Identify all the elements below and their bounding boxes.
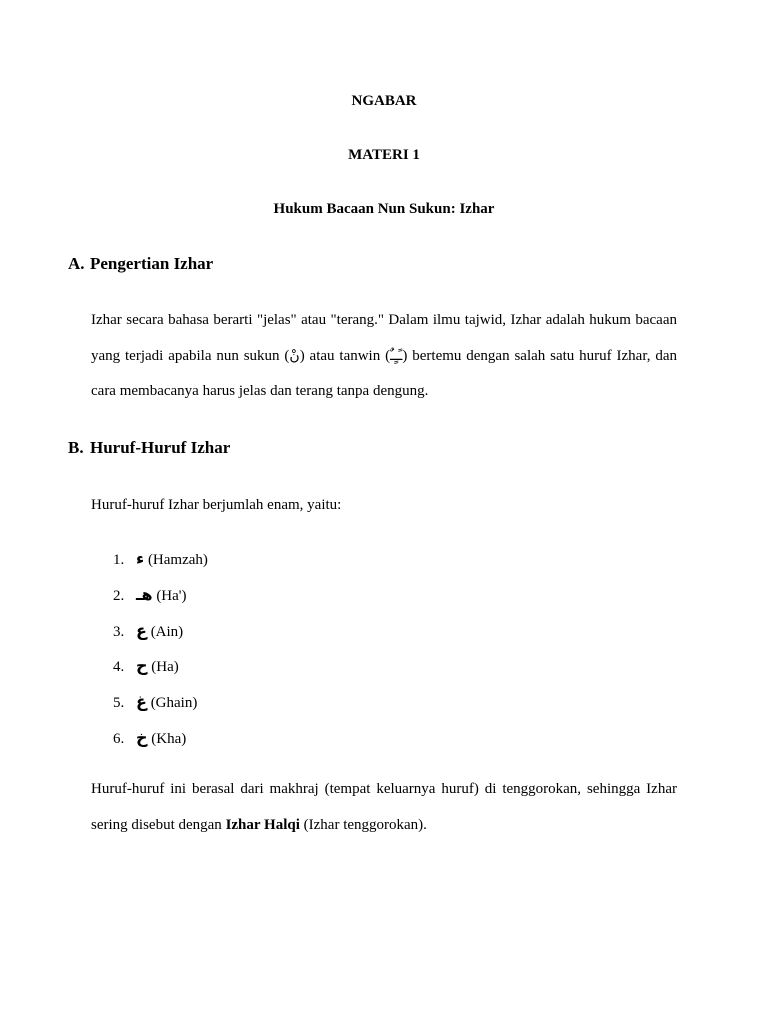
arabic-letter: غ [136, 692, 147, 712]
letter-name: (Ha) [151, 659, 179, 676]
letters-intro: Huruf-huruf Izhar berjumlah enam, yaitu: [91, 497, 342, 513]
definition-text-2: ) atau tanwin ( [299, 347, 391, 364]
section-b-title: Huruf-Huruf Izhar [90, 438, 231, 457]
section-a-title: Pengertian Izhar [90, 254, 214, 273]
list-item [113, 549, 208, 585]
closing-text-2: (Izhar tenggorokan). [299, 816, 427, 833]
material-number: MATERI 1 [348, 147, 420, 163]
letter-name: (Ha') [156, 587, 187, 604]
tanwin-glyph: ـًـٍـٌ [390, 347, 403, 364]
closing-paragraph [91, 772, 677, 843]
list-item [113, 621, 208, 657]
list-number: 5. [113, 695, 125, 712]
letter-name: (Kha) [151, 730, 187, 747]
section-a-number: A. [68, 254, 85, 273]
arabic-letter: خ [136, 727, 148, 747]
arabic-letter: ح [136, 656, 148, 676]
nun-sukun-glyph: نْ [289, 347, 300, 364]
list-number: 1. [113, 552, 125, 568]
list-number: 6. [113, 730, 125, 747]
document-title: NGABAR [351, 93, 417, 109]
list-number: 2. [113, 587, 125, 604]
list-item [113, 585, 208, 621]
section-b-heading [68, 438, 230, 458]
izhar-letters-list [113, 549, 208, 764]
definition-text-1: Izhar secara bahasa berarti "jelas" atau "terang." Dalam ilmu tajwid, Izhar adalah hukum bacaan yang terjadi apabila nun sukun ( [91, 312, 677, 364]
izhar-halqi-term: Izhar Halqi [225, 816, 300, 833]
list-item [113, 656, 208, 692]
section-b-number: B. [68, 438, 84, 457]
closing-text-1: Huruf-huruf ini berasal dari makhraj (tempat keluarnya huruf) di tenggorokan, sehingga Izhar sering disebut dengan [91, 781, 677, 833]
list-item [113, 692, 208, 728]
letter-name: (Ain) [150, 623, 184, 640]
list-number: 3. [113, 623, 125, 640]
arabic-letter: هـ [136, 584, 153, 604]
list-item [113, 728, 208, 764]
definition-paragraph [91, 303, 677, 410]
section-a-heading [68, 254, 213, 274]
definition-text-3: ) bertemu dengan salah satu huruf Izhar, dan cara membacanya harus jelas dan terang tanpa dengung. [91, 347, 677, 399]
letter-name: (Hamzah) [147, 552, 208, 568]
list-number: 4. [113, 659, 125, 676]
arabic-letter: ع [136, 620, 147, 640]
arabic-letter: ء [136, 549, 145, 568]
letter-name: (Ghain) [150, 695, 198, 712]
topic-title: Hukum Bacaan Nun Sukun: Izhar [273, 201, 495, 217]
